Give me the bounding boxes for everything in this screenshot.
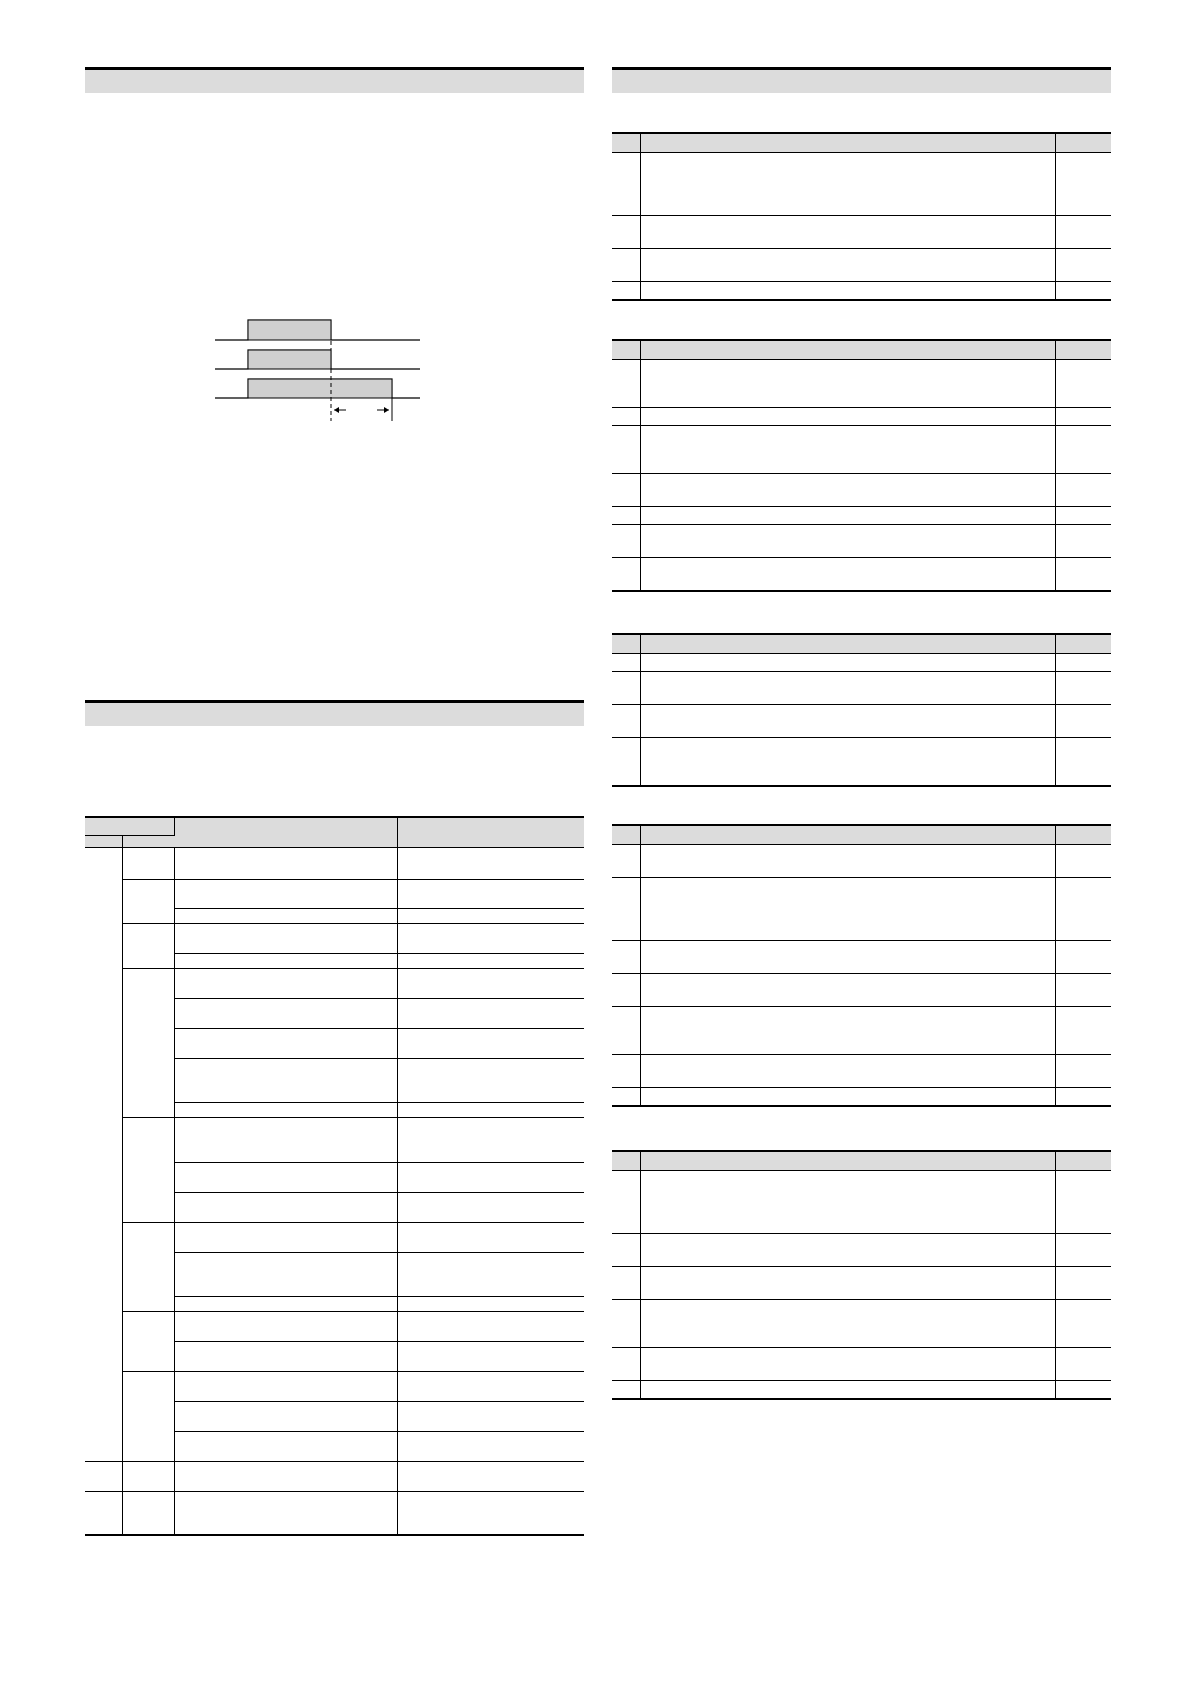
table-cell xyxy=(612,558,640,591)
table-cell xyxy=(397,1222,584,1252)
table-cell xyxy=(640,845,1055,878)
table-cell xyxy=(612,1007,640,1055)
table-cell xyxy=(1055,1267,1111,1300)
table-cell xyxy=(397,847,584,879)
table-cell xyxy=(397,1252,584,1296)
table-cell xyxy=(612,1348,640,1381)
table-cell xyxy=(640,153,1055,216)
table-cell xyxy=(640,1300,1055,1348)
table-cell xyxy=(174,847,397,879)
table-row xyxy=(612,1007,1111,1055)
right-table-header-cell xyxy=(1055,825,1111,845)
table-row xyxy=(612,672,1111,705)
table-cell xyxy=(612,525,640,558)
table-cell xyxy=(397,1341,584,1371)
table-cell xyxy=(174,1102,397,1117)
table-cell xyxy=(397,1102,584,1117)
right-table-4 xyxy=(612,824,1111,1107)
left-table-subheader-2 xyxy=(122,835,174,847)
table-cell xyxy=(612,672,640,705)
right-table-header-cell xyxy=(1055,340,1111,360)
table-cell xyxy=(397,1461,584,1491)
table-cell xyxy=(612,705,640,738)
table-row xyxy=(612,974,1111,1007)
table-row xyxy=(612,845,1111,878)
table-cell xyxy=(640,249,1055,282)
table-cell xyxy=(640,426,1055,474)
left-table-header-col4 xyxy=(397,817,584,847)
table-cell xyxy=(640,1088,1055,1106)
right-table-header-cell xyxy=(640,133,1055,153)
table-cell xyxy=(122,1222,174,1311)
left-table-header-group xyxy=(85,817,174,835)
table-cell xyxy=(1055,507,1111,525)
table-cell xyxy=(1055,878,1111,941)
table-cell xyxy=(612,1300,640,1348)
table-cell xyxy=(397,1028,584,1058)
table-cell xyxy=(174,1222,397,1252)
table-cell xyxy=(397,923,584,953)
table-row xyxy=(612,216,1111,249)
timing-diagram xyxy=(210,315,425,425)
table-cell xyxy=(1055,1007,1111,1055)
right-table-header-cell xyxy=(612,1151,640,1171)
table-cell xyxy=(1055,1348,1111,1381)
table-cell xyxy=(1055,216,1111,249)
table-row xyxy=(612,408,1111,426)
table-cell xyxy=(640,1381,1055,1399)
table-cell xyxy=(640,282,1055,300)
table-cell xyxy=(1055,282,1111,300)
table-cell xyxy=(174,908,397,923)
table-cell xyxy=(612,1381,640,1399)
table-row xyxy=(612,558,1111,591)
table-cell xyxy=(397,1192,584,1222)
table-cell xyxy=(1055,654,1111,672)
table-cell xyxy=(397,1117,584,1162)
table-row xyxy=(612,1381,1111,1399)
table-cell xyxy=(174,1491,397,1535)
table-row xyxy=(612,705,1111,738)
table-cell xyxy=(174,1028,397,1058)
right-table-2 xyxy=(612,339,1111,592)
table-row xyxy=(612,1088,1111,1106)
table-cell xyxy=(1055,1088,1111,1106)
table-cell xyxy=(640,525,1055,558)
table-cell xyxy=(612,1267,640,1300)
timing-diagram-svg xyxy=(210,315,425,425)
table-cell xyxy=(397,998,584,1028)
table-row xyxy=(612,654,1111,672)
table-cell xyxy=(640,1055,1055,1088)
table-cell xyxy=(640,878,1055,941)
table-cell xyxy=(122,1117,174,1222)
section-header-right xyxy=(612,67,1111,93)
table-row xyxy=(612,738,1111,786)
table-cell xyxy=(174,879,397,908)
table-cell xyxy=(640,672,1055,705)
table-cell xyxy=(397,1401,584,1431)
table-cell xyxy=(397,908,584,923)
table-cell xyxy=(1055,408,1111,426)
table-cell xyxy=(640,1007,1055,1055)
right-table-header-cell xyxy=(640,825,1055,845)
table-cell xyxy=(174,1461,397,1491)
table-cell xyxy=(612,507,640,525)
table-cell xyxy=(397,1162,584,1192)
table-cell xyxy=(612,426,640,474)
table-cell xyxy=(174,1401,397,1431)
table-cell xyxy=(640,1348,1055,1381)
table-cell xyxy=(1055,1381,1111,1399)
table-cell xyxy=(612,360,640,408)
table-cell xyxy=(612,878,640,941)
table-row xyxy=(612,1234,1111,1267)
table-row xyxy=(612,426,1111,474)
table-cell xyxy=(612,216,640,249)
right-table-header-cell xyxy=(612,825,640,845)
table-row xyxy=(612,249,1111,282)
table-cell xyxy=(1055,1300,1111,1348)
right-table-1 xyxy=(612,132,1111,301)
table-cell xyxy=(174,1192,397,1222)
table-cell xyxy=(122,1311,174,1371)
table-cell xyxy=(174,1296,397,1311)
table-row xyxy=(612,360,1111,408)
table-cell xyxy=(1055,941,1111,974)
table-row xyxy=(612,153,1111,216)
table-cell xyxy=(612,654,640,672)
table-cell xyxy=(122,1371,174,1461)
table-cell xyxy=(612,1055,640,1088)
section-header-2 xyxy=(85,700,584,726)
table-cell xyxy=(612,845,640,878)
table-cell xyxy=(174,1341,397,1371)
table-cell xyxy=(122,847,174,879)
table-cell xyxy=(612,408,640,426)
table-cell xyxy=(174,998,397,1028)
table-cell xyxy=(174,1252,397,1296)
table-cell xyxy=(397,1296,584,1311)
table-row xyxy=(612,878,1111,941)
table-cell xyxy=(612,738,640,786)
table-cell xyxy=(1055,249,1111,282)
table-cell xyxy=(640,738,1055,786)
table-cell xyxy=(1055,558,1111,591)
table-cell xyxy=(174,1117,397,1162)
table-row xyxy=(612,1348,1111,1381)
table-cell xyxy=(612,153,640,216)
table-cell xyxy=(1055,360,1111,408)
table-cell xyxy=(640,1234,1055,1267)
table-cell xyxy=(174,1162,397,1192)
table-row xyxy=(612,1055,1111,1088)
table-cell xyxy=(1055,705,1111,738)
table-cell xyxy=(640,1171,1055,1234)
table-row xyxy=(612,474,1111,507)
right-table-header-cell xyxy=(640,634,1055,654)
table-cell xyxy=(397,1491,584,1535)
table-cell xyxy=(85,847,122,1461)
table-cell xyxy=(122,879,174,923)
table-cell xyxy=(640,941,1055,974)
table-cell xyxy=(640,474,1055,507)
table-cell xyxy=(122,1491,174,1535)
table-cell xyxy=(1055,153,1111,216)
table-cell xyxy=(397,953,584,968)
table-cell xyxy=(397,1371,584,1401)
table-cell xyxy=(397,1431,584,1461)
section-header-1 xyxy=(85,67,584,93)
table-row xyxy=(612,507,1111,525)
table-cell xyxy=(122,968,174,1117)
table-cell xyxy=(612,474,640,507)
table-cell xyxy=(174,953,397,968)
table-cell xyxy=(174,1371,397,1401)
table-cell xyxy=(397,968,584,998)
table-cell xyxy=(640,974,1055,1007)
left-table-subheader-1 xyxy=(85,835,122,847)
table-cell xyxy=(85,1491,122,1535)
right-table-header-cell xyxy=(640,340,1055,360)
table-row xyxy=(612,941,1111,974)
table-cell xyxy=(122,1461,174,1491)
table-cell xyxy=(174,923,397,953)
left-table xyxy=(85,816,584,1536)
table-cell xyxy=(397,879,584,908)
table-cell xyxy=(612,1088,640,1106)
table-cell xyxy=(1055,974,1111,1007)
table-cell xyxy=(174,968,397,998)
right-table-5 xyxy=(612,1150,1111,1400)
table-cell xyxy=(1055,738,1111,786)
table-cell xyxy=(640,558,1055,591)
table-cell xyxy=(397,1311,584,1341)
right-table-header-cell xyxy=(612,133,640,153)
table-cell xyxy=(1055,1171,1111,1234)
table-cell xyxy=(612,974,640,1007)
right-table-header-cell xyxy=(612,340,640,360)
right-table-header-cell xyxy=(640,1151,1055,1171)
table-cell xyxy=(1055,1055,1111,1088)
table-cell xyxy=(1055,1234,1111,1267)
table-cell xyxy=(1055,672,1111,705)
table-row xyxy=(612,282,1111,300)
table-cell xyxy=(397,1058,584,1102)
table-cell xyxy=(122,923,174,968)
table-cell xyxy=(612,282,640,300)
table-cell xyxy=(640,216,1055,249)
left-table-header-col3 xyxy=(174,817,397,847)
table-row xyxy=(612,1267,1111,1300)
table-cell xyxy=(1055,845,1111,878)
right-table-3 xyxy=(612,633,1111,787)
table-cell xyxy=(1055,426,1111,474)
table-cell xyxy=(640,408,1055,426)
right-table-header-cell xyxy=(612,634,640,654)
table-cell xyxy=(612,941,640,974)
right-table-header-cell xyxy=(1055,634,1111,654)
table-row xyxy=(612,525,1111,558)
table-cell xyxy=(174,1058,397,1102)
table-cell xyxy=(612,1171,640,1234)
table-cell xyxy=(174,1431,397,1461)
table-cell xyxy=(640,360,1055,408)
table-row xyxy=(612,1171,1111,1234)
table-cell xyxy=(174,1311,397,1341)
table-cell xyxy=(1055,525,1111,558)
right-table-header-cell xyxy=(1055,1151,1111,1171)
table-cell xyxy=(640,1267,1055,1300)
right-table-header-cell xyxy=(1055,133,1111,153)
table-cell xyxy=(85,1461,122,1491)
table-cell xyxy=(640,507,1055,525)
table-row xyxy=(612,1300,1111,1348)
table-cell xyxy=(640,654,1055,672)
table-cell xyxy=(612,1234,640,1267)
table-cell xyxy=(640,705,1055,738)
table-cell xyxy=(1055,474,1111,507)
table-cell xyxy=(612,249,640,282)
